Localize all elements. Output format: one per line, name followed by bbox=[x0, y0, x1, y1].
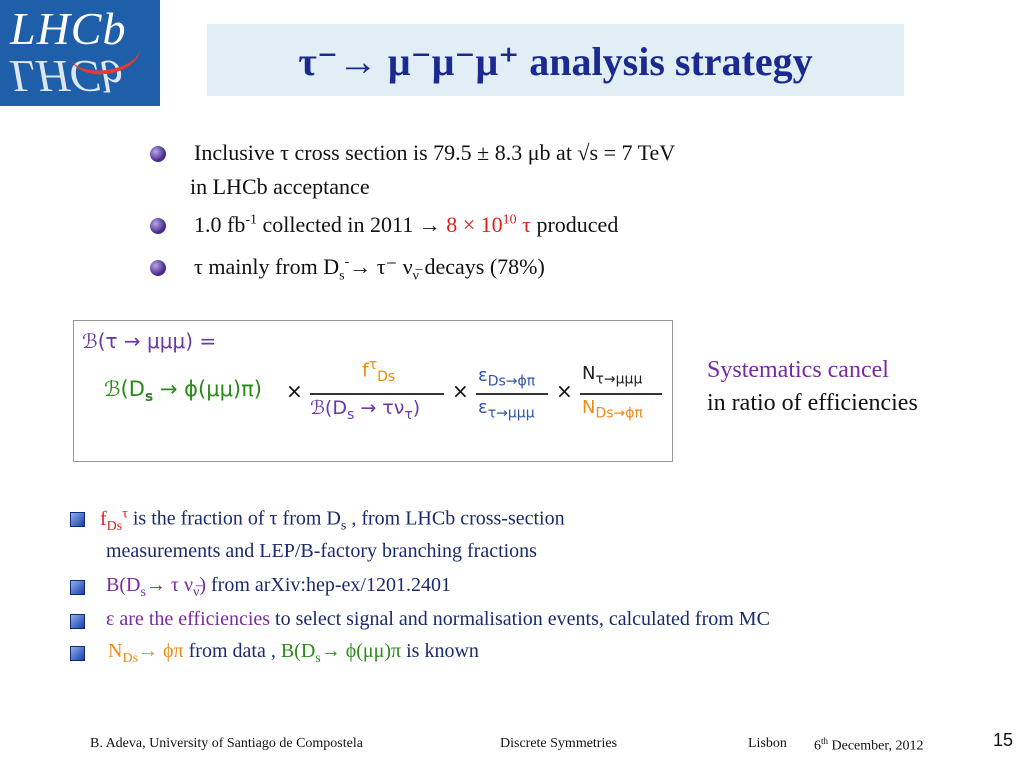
footer-place: Lisbon bbox=[748, 736, 787, 751]
fraction-f-denominator: $ℬ(D_s \to \tau\nu_\tau)$ bbox=[310, 397, 421, 423]
logo-text: LHCb bbox=[10, 3, 127, 54]
bullet-text: in LHCb acceptance bbox=[190, 174, 370, 199]
side-note-line2: in ratio of efficiencies bbox=[707, 390, 918, 416]
bullet-ball-icon bbox=[150, 146, 166, 162]
fraction-line bbox=[310, 393, 444, 395]
bullet-text: τ mainly from $D_s^-\to \tau^-$ $\nu_{\nu̅}$ decays (78%) bbox=[194, 254, 545, 284]
square-bullet-icon bbox=[70, 646, 85, 661]
title-banner bbox=[207, 24, 904, 96]
square-bullet-icon bbox=[70, 614, 85, 629]
bullet-ball-icon bbox=[150, 218, 166, 234]
note-text: $f_{Ds}^\tau$ is the fraction of τ from $D_s$ , from LHCb cross-section bbox=[100, 506, 565, 534]
fraction-f-numerator: $f^\tau_{Ds}$ bbox=[362, 357, 396, 386]
times-sign: × bbox=[286, 379, 303, 403]
footer-author: B. Adeva, University of Santiago de Compostela bbox=[90, 736, 363, 751]
fraction-line bbox=[476, 393, 548, 395]
side-note-line1: Systematics cancel bbox=[707, 357, 889, 383]
bullet-text: Inclusive τ cross section is 79.5 ± 8.3 μb at √s = 7 TeV bbox=[194, 140, 676, 165]
formula-term-reference: $ℬ(D_s \to \phi(\mu\mu)\pi)$ bbox=[104, 377, 262, 406]
lhcb-logo bbox=[0, 0, 160, 106]
yield-numerator: $N_{\tau\to\mu\mu\mu}$ bbox=[582, 363, 643, 388]
footer-topic: Discrete Symmetries bbox=[500, 736, 618, 751]
note-text: $B(D_s\to \tau$ $\nu_{\nu̅}$) from arXiv:hep-ex/1201.2401 bbox=[106, 574, 451, 600]
times-sign: × bbox=[556, 379, 573, 403]
times-sign: × bbox=[452, 379, 469, 403]
square-bullet-icon bbox=[70, 512, 85, 527]
logo-reflection: LHCb bbox=[10, 51, 123, 102]
yield-denominator: $N_{Ds\to\phi\pi}$ bbox=[582, 397, 643, 422]
note-text: ε are the efficiencies to select signal and normalisation events, calculated from MC bbox=[106, 608, 770, 630]
slide-title: τ⁻→ μ⁻μ⁻μ⁺ analysis strategy bbox=[298, 39, 813, 84]
fraction-line bbox=[580, 393, 662, 395]
formula-lhs: ℬ(τ → μμμ) = bbox=[82, 329, 217, 353]
page-number: 15 bbox=[993, 730, 1014, 750]
bullet-ball-icon bbox=[150, 260, 166, 276]
side-note bbox=[707, 354, 918, 420]
note-text: $N_{Ds}\to \phi\pi$ from data , $B(D_s\to \phi(\mu\mu)\pi$ is known bbox=[108, 640, 479, 666]
square-bullet-icon bbox=[70, 580, 85, 595]
efficiency-denominator: $\varepsilon_{\tau\to\mu\mu\mu}$ bbox=[478, 397, 535, 422]
efficiency-numerator: $\varepsilon_{Ds\to\phi\pi}$ bbox=[478, 365, 536, 390]
note-text: measurements and LEP/B-factory branching fractions bbox=[106, 540, 537, 562]
bullet-text: 1.0 $fb^{-1}$ collected in $2011 \to 8 \times 10^{10}$ τ produced bbox=[194, 212, 619, 237]
footer-date: 6th December, 2012 bbox=[814, 736, 924, 754]
formula-box bbox=[73, 320, 673, 462]
